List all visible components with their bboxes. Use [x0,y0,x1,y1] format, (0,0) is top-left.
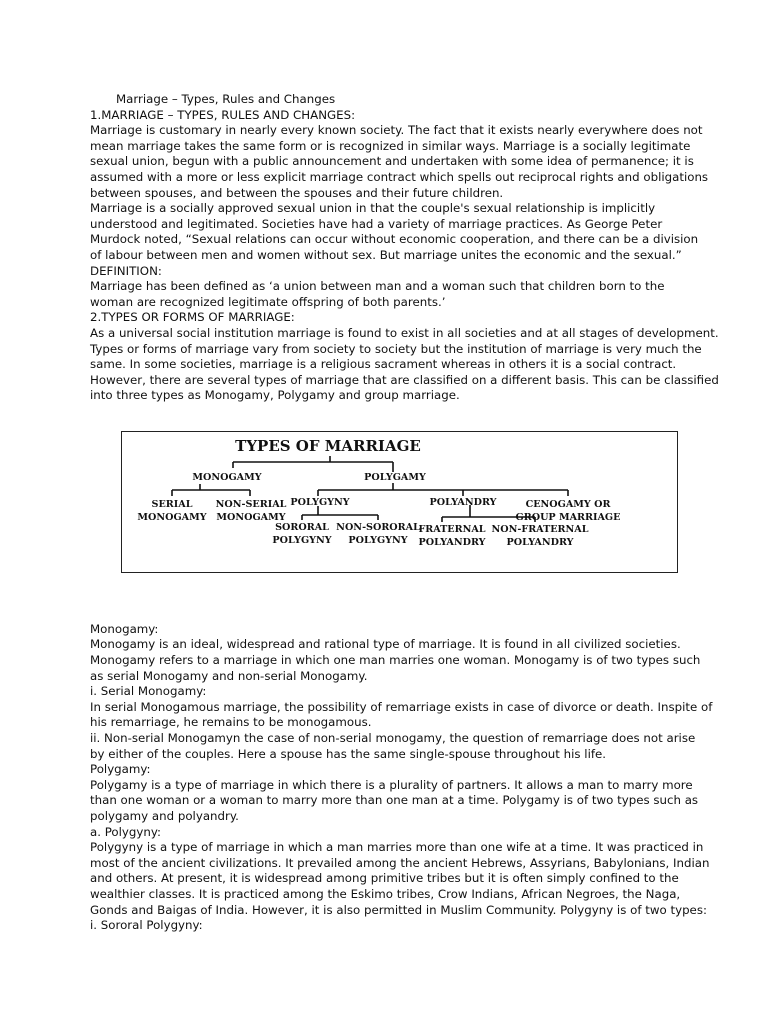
node-polygyny: POLYGYNY [290,496,350,508]
subheading-polygamy: Polygamy: [90,762,151,777]
subheading-monogamy: Monogamy: [90,621,159,636]
text-line: sexual union, begun with a public announcement and undertaken with some idea of permanence; it is [90,154,694,169]
text-line: between spouses, and between the spouses and their future children. [90,185,504,200]
node-fraternal-polyandry-line2: POLYANDRY [418,536,486,548]
document-title: Marriage – Types, Rules and Changes [116,92,336,106]
node-polyandry: POLYANDRY [429,496,497,508]
node-sororal-polygyny-line1: SORORAL [275,521,329,533]
text-line: Types or forms of marriage vary from society to society but the institution of marriage is very much the [90,341,702,356]
text-line: Polygamy is a type of marriage in which there is a plurality of partners. It allows a man to marry more [90,777,693,792]
paragraph-types [90,325,719,404]
document-page [90,92,719,934]
diagram-title: TYPES OF MARRIAGE [235,436,421,455]
subheading-polygyny: a. Polygyny: [90,824,161,839]
text-line: same. In some societies, marriage is a religious sacrament whereas in others it is a social contract. [90,357,677,372]
text-line: woman are recognized legitimate offspring of both parents.’ [90,294,446,309]
text-line: Polygyny is a type of marriage in which a man marries more than one wife at a time. It was practiced in [90,840,704,855]
node-non-sororal-polygyny-line2: POLYGYNY [348,534,408,546]
text-line: Gonds and Baigas of India. However, it is also permitted in Muslim Community. Polygyny is of two types: [90,902,707,917]
text-line: ii. Non-serial Monogamyn the case of non-serial monogamy, the question of remarriage does not arise [90,731,696,746]
text-line: of labour between men and women without sex. But marriage unites the economic and the sexual.” [90,247,682,262]
text-line: understood and legitimated. Societies have had a variety of marriage practices. As George Peter [90,216,663,231]
text-line: by either of the couples. Here a spouse has the same single-spouse throughout his life. [90,746,607,761]
text-line: Monogamy is an ideal, widespread and rational type of marriage. It is found in all civilized societies. [90,637,681,652]
text-line: Marriage is a socially approved sexual union in that the couple's sexual relationship is implicitly [90,201,656,216]
node-non-fraternal-polyandry-line1: NON-FRATERNAL [491,523,589,535]
figure-container [90,404,690,622]
section-heading: 1.MARRIAGE – TYPES, RULES AND CHANGES: [90,107,356,122]
node-sororal-polygyny-line2: POLYGYNY [272,534,332,546]
text-line: most of the ancient civilizations. It prevailed among the ancient Hebrews, Assyrians, Babylonians, Indian [90,855,710,870]
paragraph-monogamy-polygamy [90,621,713,934]
definition-heading: DEFINITION: [90,263,162,278]
node-serial-monogamy-line1: SERIAL [151,498,193,510]
text-line: Murdock noted, “Sexual relations can occur without economic cooperation, and there can be a division [90,232,699,247]
text-line: assumed with a more or less explicit marriage contract which spells out reciprocal rights and obligations [90,169,709,184]
text-line: as serial Monogamy and non-serial Monogamy. [90,668,368,683]
text-line: As a universal social institution marriage is found to exist in all societies and at all stages of development. [90,325,719,340]
node-polygamy: POLYGAMY [364,471,426,483]
subheading-serial-monogamy: i. Serial Monogamy: [90,684,207,699]
node-non-sororal-polygyny-line1: NON-SORORAL [336,521,420,533]
node-serial-monogamy-line2: MONOGAMY [137,511,207,523]
text-line: However, there are several types of marriage that are classified on a different basis. This can be classified [90,372,719,387]
text-line: mean marriage takes the same form or is recognized in similar ways. Marriage is a socially legitimate [90,138,691,153]
text-line: Marriage is customary in nearly every known society. The fact that it exists nearly everywhere does not [90,123,703,138]
subheading-sororal-polygyny: i. Sororal Polygyny: [90,918,203,933]
text-line: polygamy and polyandry. [90,809,239,823]
node-cenogamy-line2: GROUP MARRIAGE [515,511,621,523]
node-non-fraternal-polyandry-line2: POLYANDRY [506,536,574,548]
paragraph-definition [90,279,690,310]
text-line: Marriage has been defined as ‘a union between man and a woman such that children born to the [90,279,665,294]
node-non-serial-monogamy-line2: MONOGAMY [216,511,286,523]
text-line: Monogamy refers to a marriage in which one man marries one woman. Monogamy is of two types such [90,653,701,668]
node-fraternal-polyandry-line1: FRATERNAL [418,523,486,535]
diagram-svg [122,432,677,572]
node-cenogamy-line1: CENOGAMY OR [525,498,611,510]
section-heading: 2.TYPES OR FORMS OF MARRIAGE: [90,310,295,325]
text-line: into three types as Monogamy, Polygamy and group marriage. [90,388,460,403]
text-line: than one woman or a woman to marry more than one man at a time. Polygamy is of two types such as [90,793,699,808]
node-non-serial-monogamy-line1: NON-SERIAL [215,498,287,510]
paragraph-approved-union [90,201,699,263]
text-line: and others. At present, it is widespread among primitive tribes but it is often simply confined to the [90,871,679,886]
paragraph-intro [90,123,709,201]
text-line: his remarriage, he remains to be monogamous. [90,715,372,730]
text-line: wealthier classes. It is practiced among the Eskimo tribes, Crow Indians, African Negroes, the Naga, [90,886,681,901]
text-line: In serial Monogamous marriage, the possibility of remarriage exists in case of divorce or death. Inspite of [90,699,713,714]
marriage-types-diagram [121,431,678,573]
node-monogamy: MONOGAMY [192,471,262,483]
